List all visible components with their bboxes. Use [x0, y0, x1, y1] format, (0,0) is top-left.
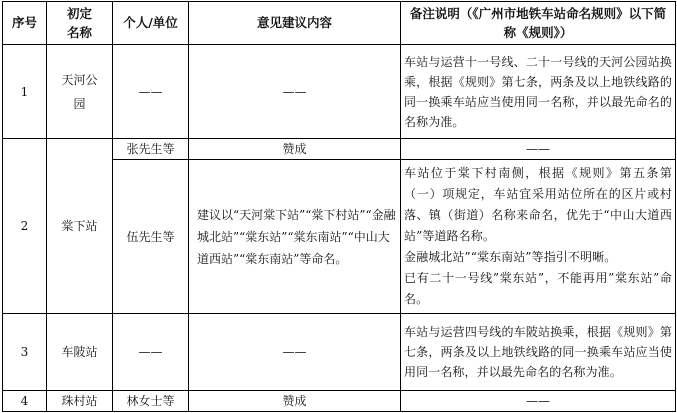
row-person: —— — [113, 314, 189, 391]
row-serial: 4 — [3, 391, 47, 412]
row-serial: 1 — [3, 45, 47, 139]
header-opinion-content: 意见建议内容 — [189, 2, 401, 45]
table-row — [3, 139, 676, 160]
row-station-name: 天河公园 — [47, 45, 113, 139]
table-row — [3, 391, 676, 412]
header-row — [3, 2, 676, 45]
row-note — [401, 391, 676, 412]
row-content: 赞成 — [189, 391, 401, 412]
table-row — [3, 45, 676, 139]
row-person: —— — [113, 45, 189, 139]
row-person: 林女士等 — [113, 391, 189, 412]
note-paragraph: 车站位于棠下村南侧，根据《规则》第五条第（一）项规定，车站宜采用站位所在的区片或村落、镇（街道）名称来命名，优先于“中山大道西站”等道路名称。 — [404, 166, 672, 243]
row-serial: 3 — [3, 314, 47, 391]
row-station-name: 棠下站 — [47, 139, 113, 314]
row-content: —— — [189, 314, 401, 391]
note-paragraph: —— — [526, 394, 550, 408]
station-naming-table — [2, 1, 676, 412]
row-note — [401, 160, 676, 314]
row-content: 赞成 — [189, 139, 401, 160]
row-person: 张先生等 — [113, 139, 189, 160]
row-note — [401, 314, 676, 391]
header-initial-name: 初定名称 — [47, 2, 113, 45]
header-remarks: 备注说明（《广州市地铁车站命名规则》以下简称《规则》） — [401, 2, 676, 45]
note-paragraph: 金融城北站”“棠东南站”等指引不明晰。 — [404, 250, 617, 264]
note-paragraph: —— — [526, 142, 550, 156]
row-note — [401, 45, 676, 139]
row-serial: 2 — [3, 139, 47, 314]
row-content: 建议以“天河棠下站”“棠下村站”“金融城北站”“棠东站”“棠东南站”“中山大道西站”“棠东南站”等命名。 — [189, 160, 401, 314]
row-content: —— — [189, 45, 401, 139]
header-serial: 序号 — [3, 2, 47, 45]
table-row — [3, 314, 676, 391]
note-paragraph: 车站与运营四号线的车陂站换乘，根据《规则》第七条，两条及以上地铁线路的同一换乘车站应当使用同一名称，并以最先命名的名称为准。 — [404, 325, 672, 379]
row-station-name: 珠村站 — [47, 391, 113, 412]
note-paragraph: 车站与运营十一号线、二十一号线的天河公园站换乘，根据《规则》第七条，两条及以上地铁线路的同一换乘车站应当使用同一名称，并以最先命名的名称为准。 — [404, 54, 672, 129]
row-note — [401, 139, 676, 160]
row-station-name: 车陂站 — [47, 314, 113, 391]
header-person-unit: 个人/单位 — [113, 2, 189, 45]
note-paragraph: 已有二十一号线”棠东站”，不能再用”棠东站”命名。 — [404, 271, 672, 306]
row-person: 伍先生等 — [113, 160, 189, 314]
